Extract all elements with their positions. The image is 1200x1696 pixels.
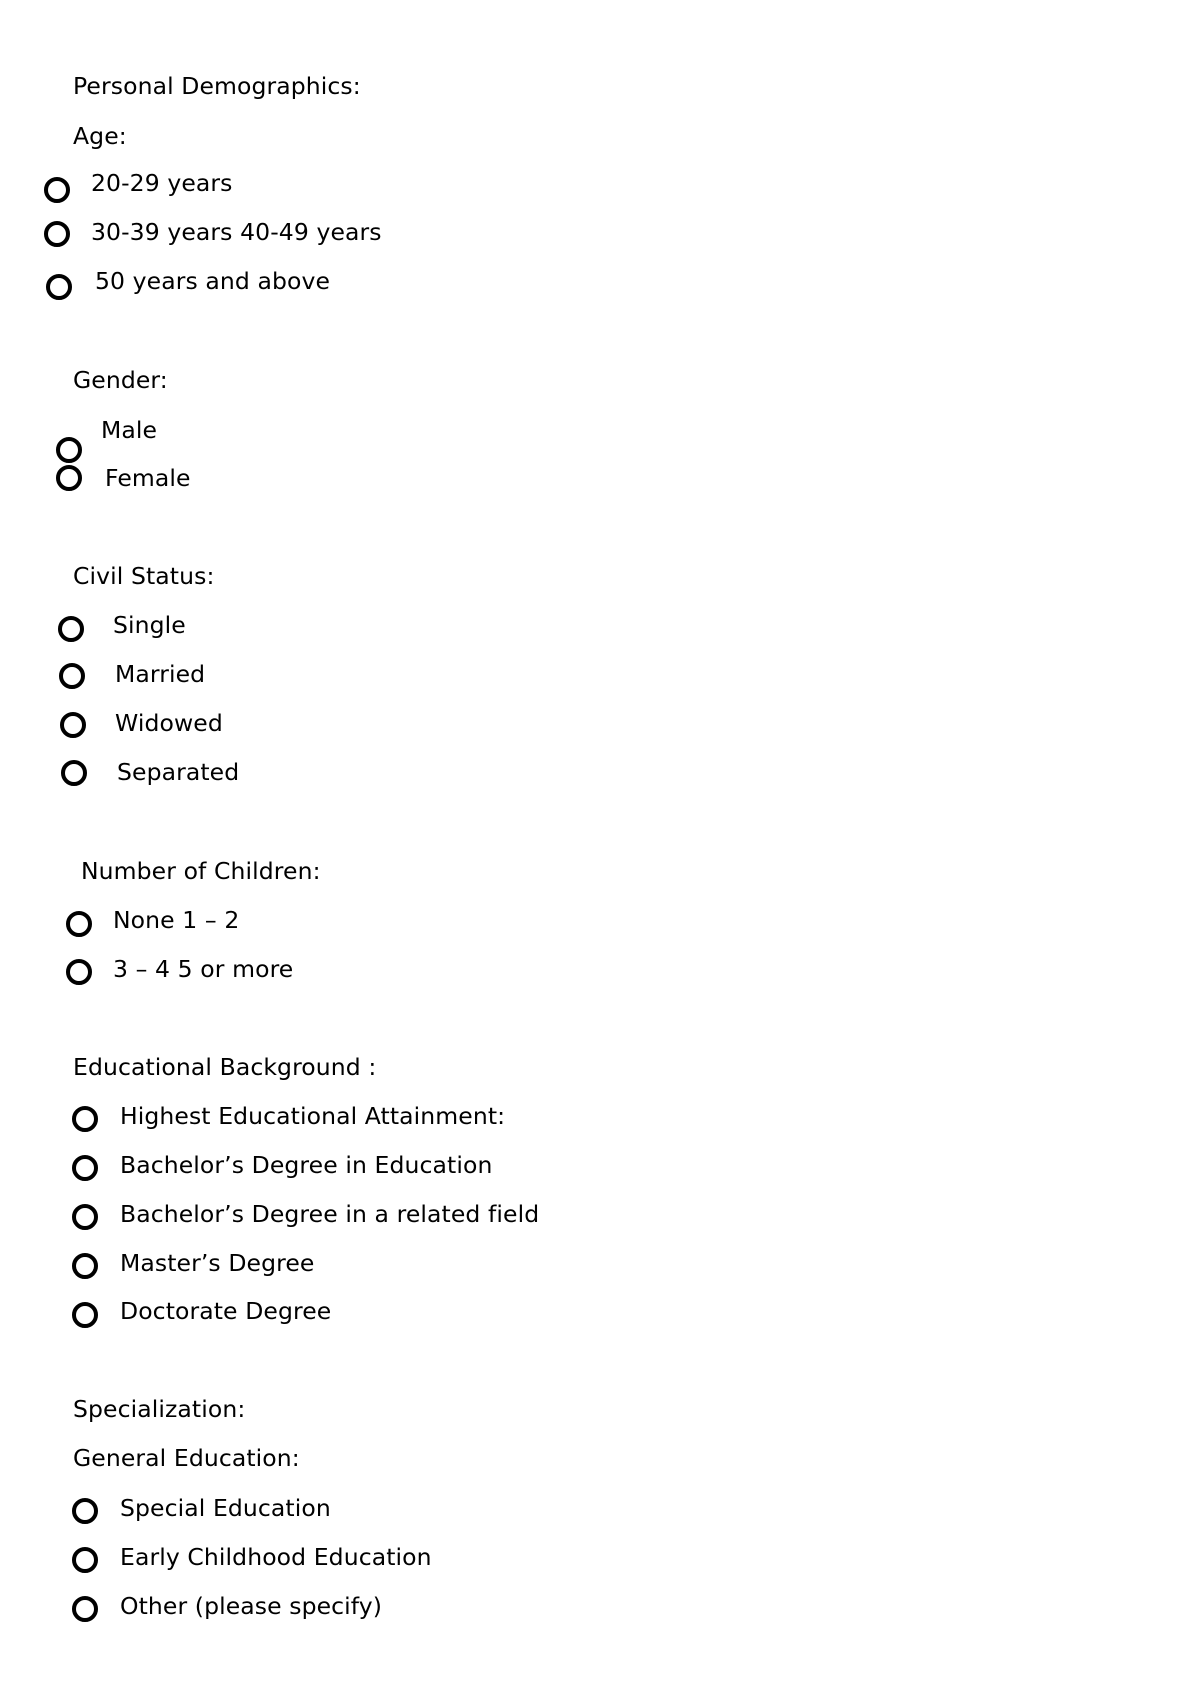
specialization-label: Specialization: <box>73 1395 246 1423</box>
gender-label: Gender: <box>73 366 168 394</box>
civil-option-single: Single <box>113 611 186 639</box>
civil-option-separated: Separated <box>117 758 240 786</box>
civil-option-widowed: Widowed <box>115 709 223 737</box>
civil-radio-widowed[interactable] <box>60 712 86 738</box>
children-option-3-4-5-more: 3 – 4 5 or more <box>113 955 294 983</box>
civil-radio-married[interactable] <box>59 663 85 689</box>
children-radio-none-1-2[interactable] <box>66 911 92 937</box>
civil-option-married: Married <box>115 660 206 688</box>
education-radio-doctorate[interactable] <box>72 1302 98 1328</box>
general-education-label: General Education: <box>73 1444 300 1472</box>
education-option-bachelor-related: Bachelor’s Degree in a related field <box>120 1200 540 1228</box>
education-radio-highest-attainment[interactable] <box>72 1106 98 1132</box>
civil-radio-separated[interactable] <box>61 760 87 786</box>
age-radio-20-29[interactable] <box>44 177 70 203</box>
age-option-50-above: 50 years and above <box>95 267 331 295</box>
gender-option-male: Male <box>101 416 158 444</box>
specialization-radio-early-childhood[interactable] <box>72 1547 98 1573</box>
children-label: Number of Children: <box>81 857 321 885</box>
children-radio-3-4-5-more[interactable] <box>66 959 92 985</box>
age-radio-50-above[interactable] <box>46 274 72 300</box>
specialization-option-other: Other (please specify) <box>120 1592 383 1620</box>
specialization-option-special-education: Special Education <box>120 1494 331 1522</box>
education-radio-bachelor-related[interactable] <box>72 1204 98 1230</box>
education-radio-bachelor-education[interactable] <box>72 1155 98 1181</box>
specialization-option-early-childhood: Early Childhood Education <box>120 1543 432 1571</box>
civil-status-label: Civil Status: <box>73 562 215 590</box>
age-option-30-49: 30-39 years 40-49 years <box>91 218 382 246</box>
specialization-radio-other[interactable] <box>72 1596 98 1622</box>
education-label: Educational Background : <box>73 1053 377 1081</box>
specialization-radio-special-education[interactable] <box>72 1498 98 1524</box>
gender-radio-male[interactable] <box>56 437 82 463</box>
education-option-doctorate: Doctorate Degree <box>120 1297 332 1325</box>
civil-radio-single[interactable] <box>58 616 84 642</box>
age-radio-30-49[interactable] <box>44 221 70 247</box>
gender-radio-female[interactable] <box>56 465 82 491</box>
education-radio-masters[interactable] <box>72 1253 98 1279</box>
education-option-bachelor-education: Bachelor’s Degree in Education <box>120 1151 493 1179</box>
age-label: Age: <box>73 122 127 150</box>
section-heading-personal-demographics: Personal Demographics: <box>73 72 361 100</box>
age-option-20-29: 20-29 years <box>91 169 233 197</box>
gender-option-female: Female <box>105 464 191 492</box>
education-option-highest-attainment: Highest Educational Attainment: <box>120 1102 506 1130</box>
education-option-masters: Master’s Degree <box>120 1249 315 1277</box>
children-option-none-1-2: None 1 – 2 <box>113 906 240 934</box>
